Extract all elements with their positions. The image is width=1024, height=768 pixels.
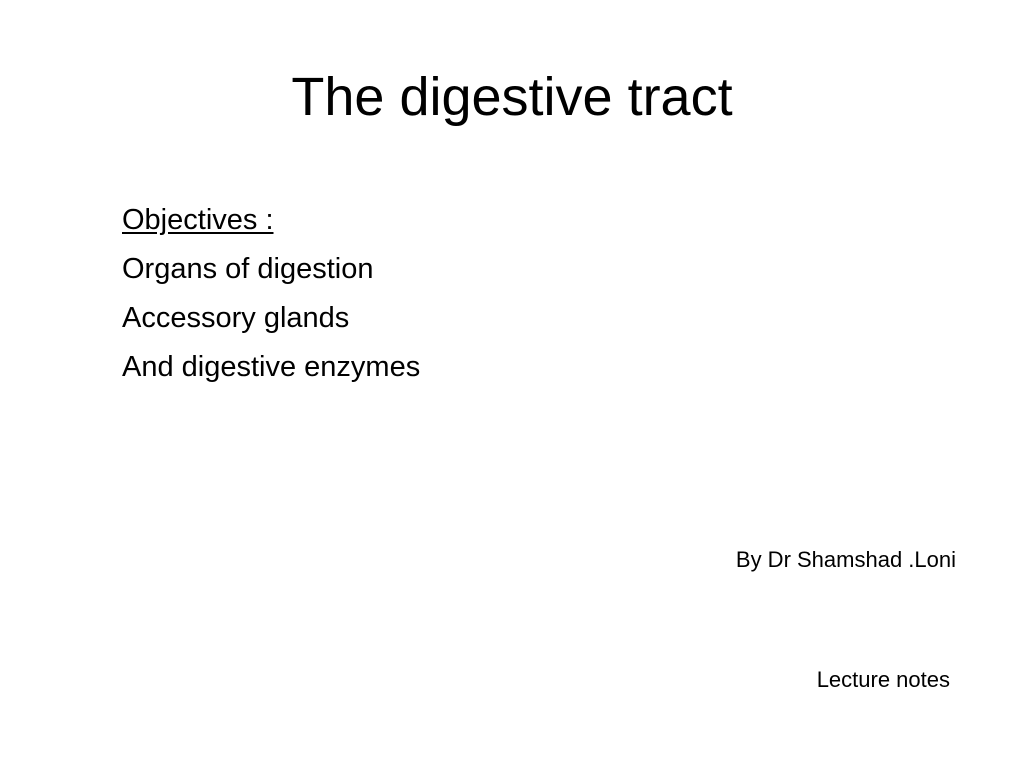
objective-item: Organs of digestion [122, 253, 374, 285]
slide-title: The digestive tract [291, 67, 733, 127]
objectives-heading: Objectives : [122, 204, 274, 236]
objectives-list [122, 196, 420, 392]
objective-item: And digestive enzymes [122, 351, 421, 383]
author-credit: By Dr Shamshad .Loni [735, 547, 956, 572]
lecture-notes-label: Lecture notes [816, 667, 950, 692]
objective-item: Accessory glands [122, 302, 350, 334]
